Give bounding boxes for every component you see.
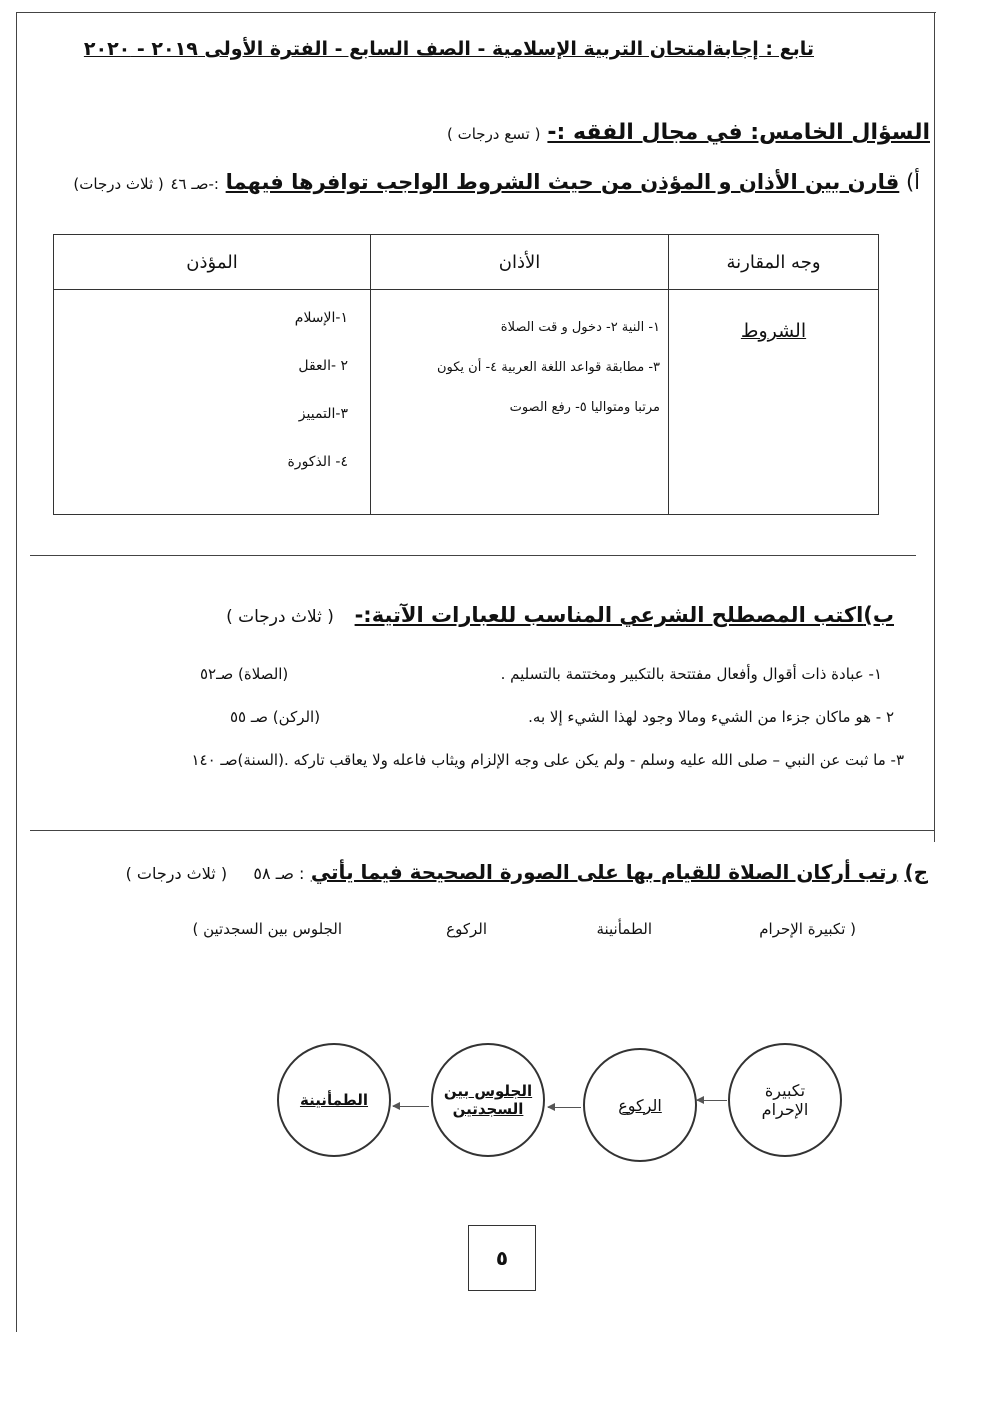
part-b-item-2: ٢ - هو ماكان جزءا من الشيء ومالا وجود لهذا الشيء إلا به.: [528, 708, 894, 726]
muadhin-conditions: [54, 290, 371, 515]
part-c-label: ج): [904, 860, 928, 884]
right-border: [934, 12, 935, 842]
section-divider: [30, 830, 935, 831]
part-a-text: قارن بين الأذان و المؤذن من حيث الشروط الواجب توافرها فيهما: [225, 170, 900, 194]
part-a-ref: :-صـ ٤٦: [170, 175, 219, 193]
option: ( تكبيرة الإحرام: [759, 920, 856, 938]
question-five-marks: ( تسع درجات ): [446, 125, 541, 143]
header-muadhin: المؤذن: [54, 235, 371, 290]
part-b-answer-2: (الركن) صـ ٥٥: [230, 708, 321, 726]
circle-label: تكبيرة الإحرام: [761, 1081, 809, 1119]
part-c-ref: : صـ ٥٨: [253, 864, 305, 883]
part-b-item-1: ١- عبادة ذات أقوال وأفعال مفتتحة بالتكبير ومختتمة بالتسليم .: [500, 665, 882, 683]
question-five-heading: [447, 120, 930, 145]
part-b-item-3: ٣- ما ثبت عن النبي – صلى الله عليه وسلم - ولم يكن على وجه الإلزام ويثاب فاعله ولا يعاقب تاركه .(السنة)صـ ١٤٠: [191, 751, 904, 769]
option: الركوع: [446, 920, 487, 938]
adhan-line: ١- النية ٢- دخول و قت الصلاة: [500, 320, 660, 335]
part-c-text: رتب أركان الصلاة للقيام بها على الصورة الصحيحة فيما يأتي: [310, 860, 899, 884]
part-b-heading: [226, 603, 894, 627]
order-circle-1: [728, 1043, 842, 1157]
muadhin-item: ٢ -العقل: [298, 358, 348, 374]
part-b-answer-1: (الصلاة) صـ٥٢: [200, 665, 289, 683]
part-b-label: ب): [863, 603, 894, 627]
option: الطمأنينة: [596, 920, 652, 938]
arrow-left-icon: [393, 1106, 429, 1107]
circle-label: الركوع: [618, 1095, 662, 1115]
order-circle-3: [431, 1043, 545, 1157]
part-b-text: اكتب المصطلح الشرعي المناسب للعبارات الآتية:-: [354, 603, 864, 627]
part-c-marks: ( ثلاث درجات ): [125, 864, 228, 883]
muadhin-item: ١-الإسلام: [294, 310, 348, 326]
section-divider: [30, 555, 916, 556]
adhan-conditions: [371, 290, 669, 515]
adhan-line: مرتبا ومتواليا ٥- رفع الصوت: [509, 400, 660, 415]
part-a-marks: ( ثلاث درجات): [73, 175, 164, 193]
left-border: [16, 12, 17, 1332]
page-number: ٥: [468, 1225, 536, 1291]
question-five-title: السؤال الخامس: في مجال الفقه :-: [547, 120, 930, 145]
circle-label: الطمأنينة: [299, 1091, 369, 1109]
adhan-line: ٣- مطابقة قواعد اللغة العربية ٤- أن يكون: [436, 360, 660, 375]
top-border: [16, 12, 936, 13]
part-b-marks: ( ثلاث درجات ): [226, 607, 334, 627]
part-a-label: أ): [905, 170, 920, 194]
header-comparison-aspect: وجه المقارنة: [669, 235, 879, 290]
order-circle-4: [277, 1043, 391, 1157]
option: الجلوس بين السجدتين ): [192, 920, 342, 938]
arrow-left-icon: [697, 1100, 727, 1101]
muadhin-item: ٤- الذكورة: [287, 454, 348, 470]
header-adhan: الأذان: [371, 235, 669, 290]
page-header-title: تابع : إجابةامتحان التربية الإسلامية - الصف السابع - الفترة الأولى ٢٠١٩ - ٢٠٢٠: [83, 38, 814, 60]
circle-label: الجلوس بين السجدتين: [443, 1082, 533, 1118]
conditions-label: الشروط: [740, 320, 807, 342]
comparison-table: [53, 234, 879, 515]
arrow-left-icon: [548, 1107, 581, 1108]
order-circle-2: [583, 1048, 697, 1162]
part-a-heading: [73, 170, 920, 194]
row-label-conditions: [669, 290, 879, 515]
muadhin-item: ٣-التمييز: [298, 406, 348, 422]
part-c-heading: [126, 860, 928, 884]
